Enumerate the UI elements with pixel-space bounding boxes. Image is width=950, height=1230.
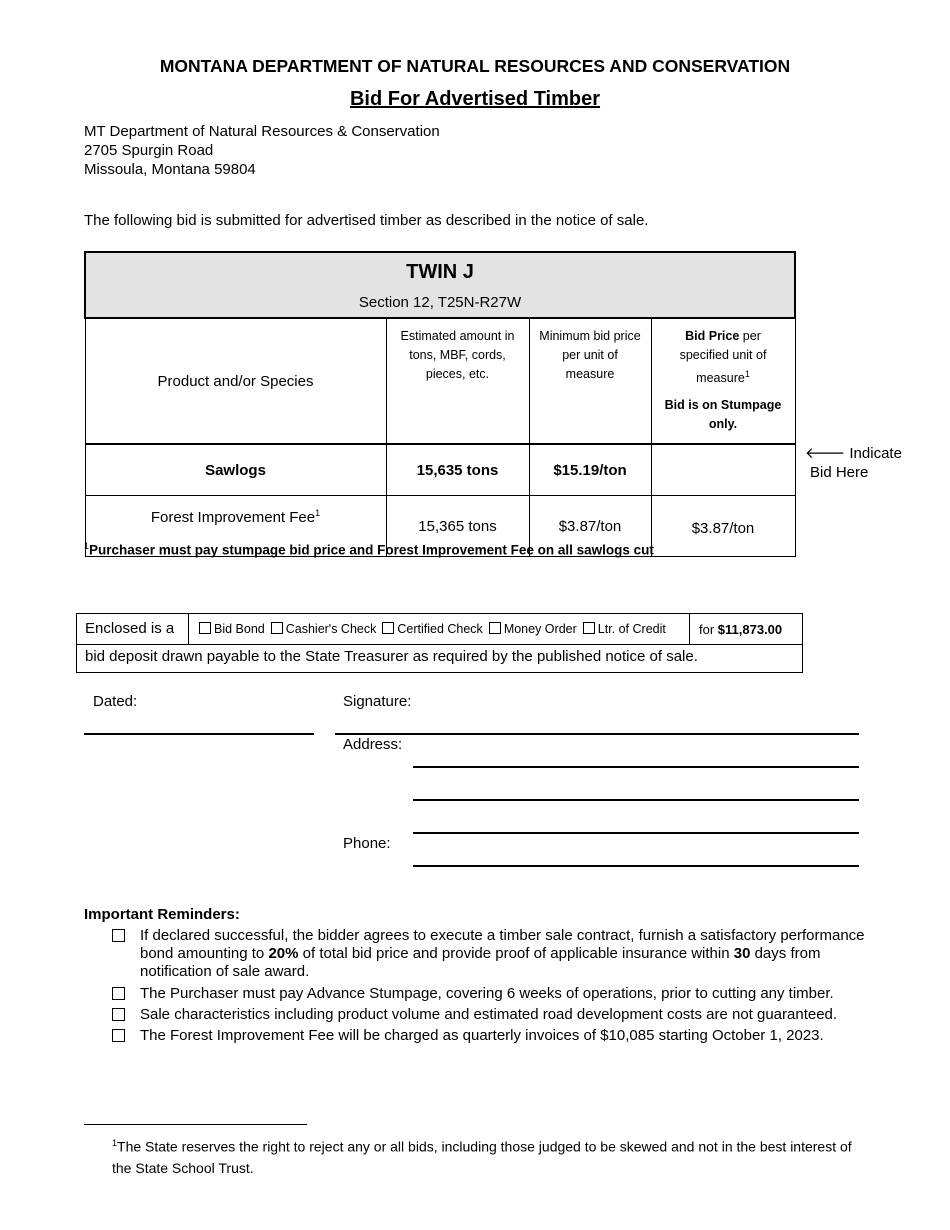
bid-table xyxy=(84,251,796,557)
address-label: Address: xyxy=(343,736,403,753)
address-line: 2705 Spurgin Road xyxy=(84,142,214,159)
option-certified-check[interactable] xyxy=(382,622,482,636)
table-footnote xyxy=(84,541,654,558)
bid-input-cell[interactable] xyxy=(651,444,795,496)
reminders-title: Important Reminders: xyxy=(84,906,240,923)
address-field-line1[interactable] xyxy=(413,766,859,768)
reminder-checkbox[interactable] xyxy=(112,1008,125,1021)
header-minimum xyxy=(529,318,651,444)
intro-text: The following bid is submitted for advertised timber as described in the notice of sale. xyxy=(84,212,649,229)
stumpage-note-b: s on Stumpage only. xyxy=(691,398,782,432)
enclosed-label: Enclosed is a xyxy=(77,614,189,644)
agency-heading: MONTANA DEPARTMENT OF NATURAL RESOURCES AND CONSERVATION xyxy=(159,56,791,76)
option-label: Certified Check xyxy=(397,622,483,636)
cell-minimum: $15.19/ton xyxy=(529,444,651,496)
option-label: Ltr. of Credit xyxy=(597,622,666,636)
cell-bid: $3.87/ton xyxy=(651,496,795,557)
table-row xyxy=(85,444,795,496)
footnote-ref: 1 xyxy=(112,1138,118,1148)
indicate-bid-note xyxy=(805,444,902,482)
option-label: Bid Bond xyxy=(214,622,265,636)
reminder-text xyxy=(140,927,870,981)
header-bid-price-text xyxy=(652,327,795,388)
cell-estimated: 15,635 tons xyxy=(386,444,529,496)
sale-location: Section 12, T25N-R27W xyxy=(358,294,522,311)
header-estimated-text: Estimated amount in tons, MBF, cords, pieces, etc. xyxy=(400,329,515,381)
checkbox[interactable] xyxy=(199,622,211,634)
amount-value: $11,873.00 xyxy=(717,622,783,637)
option-money-order[interactable] xyxy=(489,622,577,636)
mailing-address xyxy=(84,122,440,179)
address-field-line3[interactable] xyxy=(413,832,859,834)
reminder-text-c: days from notification of sale award. xyxy=(140,945,821,980)
checkbox[interactable] xyxy=(489,622,501,634)
option-bid-bond[interactable] xyxy=(199,622,265,636)
deposit-options xyxy=(189,614,690,644)
reminder-checkbox[interactable] xyxy=(112,929,125,942)
table-footnote-text: Purchaser must pay stumpage bid price and Forest Improvement Fee on all sawlogs cut xyxy=(89,542,654,558)
dated-label: Dated: xyxy=(93,693,138,710)
reminder-text: The Purchaser must pay Advance Stumpage, covering 6 weeks of operations, prior to cutting any timber. xyxy=(140,985,834,1002)
reminder-checkbox[interactable] xyxy=(112,1029,125,1042)
signature-field[interactable] xyxy=(335,733,859,735)
bid-price-bold: Bid Price xyxy=(685,329,740,343)
address-line: MT Department of Natural Resources & Conservation xyxy=(84,123,440,140)
address-line: Missoula, Montana 59804 xyxy=(84,161,256,178)
page-footnote-text: The State reserves the right to reject any or all bids, including those judged to be skewed and not in the best interest of the State School Trust. xyxy=(112,1138,852,1176)
bond-percent: 20% xyxy=(268,945,299,962)
indicate-line: 🡐 Indicate xyxy=(805,445,902,462)
reminder-text-a: If declared successful, the bidder agrees to execute a timber sale contract, furnish a satisfactory performance bond amounting to xyxy=(140,927,865,962)
indicate-line: Bid Here xyxy=(810,464,869,481)
reminder-text: The Forest Improvement Fee will be charged as quarterly invoices of $10,085 starting October 1, 2023. xyxy=(140,1027,824,1044)
checkbox[interactable] xyxy=(271,622,283,634)
page-footnote xyxy=(112,1133,852,1179)
header-bid-price xyxy=(651,318,795,444)
days-value: 30 xyxy=(733,945,751,962)
deposit-box xyxy=(76,613,803,673)
phone-field[interactable] xyxy=(413,865,859,867)
option-cashiers-check[interactable] xyxy=(271,622,377,636)
checkbox[interactable] xyxy=(583,622,595,634)
reminder-text-b: of total bid price and provide proof of applicable insurance within xyxy=(298,945,734,962)
option-label: Cashier's Check xyxy=(285,622,377,636)
deposit-amount xyxy=(690,614,802,644)
signature-label: Signature: xyxy=(343,693,412,710)
reminder-checkbox[interactable] xyxy=(112,987,125,1000)
sale-header xyxy=(85,252,795,318)
footnote-ref: 1 xyxy=(84,541,90,551)
cell-product: Sawlogs xyxy=(85,444,386,496)
address-field-line2[interactable] xyxy=(413,799,859,801)
cell-minimum: $3.87/ton xyxy=(529,496,651,557)
checkbox[interactable] xyxy=(382,622,394,634)
header-minimum-text: Minimum bid price per unit of measure xyxy=(539,329,641,381)
dated-field[interactable] xyxy=(84,733,314,735)
sale-name: TWIN J xyxy=(406,261,474,283)
bid-price-rest: per specified unit of measure xyxy=(679,329,767,386)
for-label: for xyxy=(699,622,718,637)
payable-text: bid deposit drawn payable to the State Treasurer as required by the published notice of sale. xyxy=(85,648,698,665)
header-product: Product and/or Species xyxy=(85,318,386,444)
reminder-text: Sale characteristics including product volume and estimated road development costs are not guaranteed. xyxy=(140,1006,838,1023)
header-estimated xyxy=(386,318,529,444)
cell-estimated: 15,365 tons xyxy=(386,496,529,557)
option-letter-of-credit[interactable] xyxy=(583,622,666,636)
phone-label: Phone: xyxy=(343,835,391,852)
footnote-ref: 1 xyxy=(744,369,750,379)
footnote-divider xyxy=(84,1124,307,1125)
stumpage-note-a: Bid i xyxy=(664,398,692,413)
stumpage-note xyxy=(652,396,795,434)
option-label: Money Order xyxy=(503,622,577,636)
footnote-ref: 1 xyxy=(315,508,321,518)
form-title: Bid For Advertised Timber xyxy=(349,88,601,110)
cell-product-text: Forest Improvement Fee xyxy=(150,509,316,526)
